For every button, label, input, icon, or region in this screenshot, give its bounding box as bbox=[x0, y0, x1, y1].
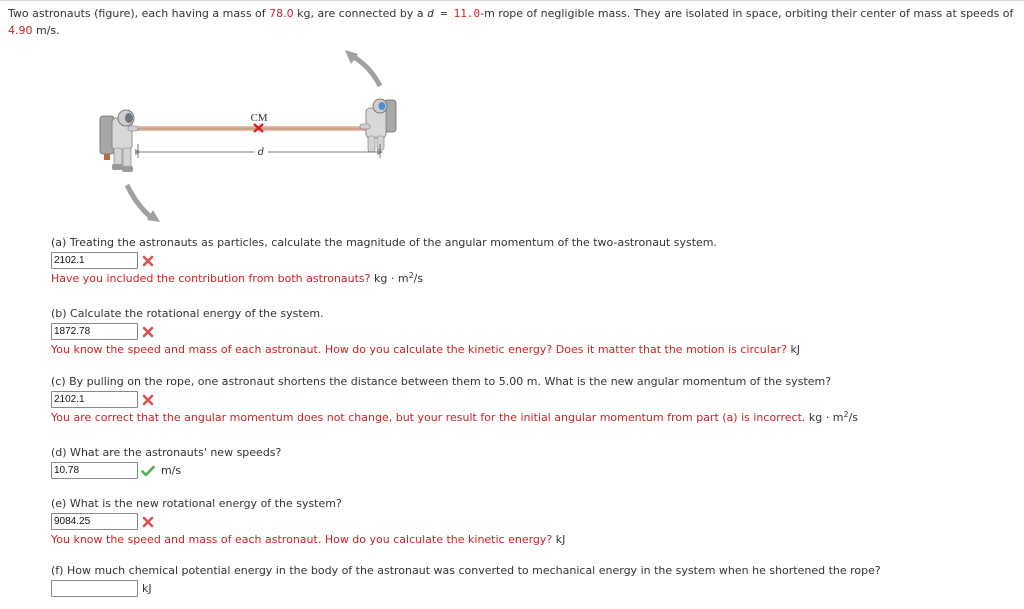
answer-d-unit: m/s bbox=[161, 464, 182, 477]
d-variable: d bbox=[427, 7, 434, 20]
feedback-a-unit-tail: /s bbox=[413, 272, 424, 285]
answer-e-input[interactable]: 9084.25 bbox=[51, 513, 138, 530]
intro-text-4: -m rope of negligible mass. They are isolated in space, orbiting their center of mass at speeds of bbox=[480, 7, 1014, 20]
feedback-c-unit-exp: 2 bbox=[843, 410, 849, 419]
incorrect-icon bbox=[139, 253, 157, 268]
rope-length-value: 11.0 bbox=[453, 7, 481, 20]
answer-c-input[interactable]: 2102.1 bbox=[51, 391, 138, 408]
feedback-e-text: You know the speed and mass of each astronaut. How do you calculate the kinetic energy? bbox=[51, 533, 553, 546]
feedback-a-text: Have you included the contribution from both astronauts? bbox=[51, 272, 371, 285]
question-e bbox=[51, 497, 1011, 547]
rotation-arrow-bottom bbox=[127, 185, 152, 218]
mass-value: 78.0 bbox=[269, 7, 294, 20]
intro-text-3: = bbox=[433, 7, 454, 20]
astronaut-figure bbox=[90, 48, 410, 223]
answer-d-input[interactable]: 10.78 bbox=[51, 462, 138, 479]
cm-label: CM bbox=[250, 112, 268, 124]
top-border bbox=[0, 0, 1024, 1]
intro-text-2: kg, are connected by a bbox=[293, 7, 428, 20]
astronaut-left bbox=[100, 110, 138, 172]
question-d bbox=[51, 446, 1011, 479]
problem-statement bbox=[8, 5, 1016, 39]
question-f-prompt: (f) How much chemical potential energy in the body of the astronaut was converted to mechanical energy in the system when he shortened the rope? bbox=[51, 564, 881, 577]
incorrect-icon bbox=[139, 392, 157, 407]
question-c-prompt: (c) By pulling on the rope, one astronaut shortens the distance between them to 5.00 m. What is the new angular momentum of the system? bbox=[51, 375, 832, 388]
feedback-e-unit: kJ bbox=[555, 533, 566, 546]
incorrect-icon bbox=[139, 514, 157, 529]
question-c bbox=[51, 375, 1011, 425]
feedback-a-unit: kg · m bbox=[374, 272, 409, 285]
rotation-arrow-top bbox=[352, 56, 380, 86]
answer-a-input[interactable]: 2102.1 bbox=[51, 252, 138, 269]
answer-f-input[interactable] bbox=[51, 580, 138, 597]
d-label: d bbox=[257, 147, 265, 158]
feedback-c-unit: kg · m bbox=[808, 411, 844, 424]
feedback-e bbox=[51, 532, 1011, 547]
intro-text-5: m/s. bbox=[32, 24, 60, 37]
question-a-prompt: (a) Treating the astronauts as particles, calculate the magnitude of the angular momentum of the two-astronaut system. bbox=[51, 236, 718, 249]
question-e-prompt: (e) What is the new rotational energy of the system? bbox=[51, 497, 342, 510]
feedback-c bbox=[51, 410, 1011, 425]
feedback-b bbox=[51, 342, 1011, 357]
astronaut-right bbox=[360, 99, 396, 152]
question-b bbox=[51, 307, 1011, 357]
feedback-a bbox=[51, 271, 1011, 286]
question-d-prompt: (d) What are the astronauts' new speeds? bbox=[51, 446, 282, 459]
feedback-b-unit: kJ bbox=[790, 343, 801, 356]
question-a bbox=[51, 236, 1011, 286]
feedback-c-unit-tail: /s bbox=[848, 411, 859, 424]
answer-b-input[interactable]: 1872.78 bbox=[51, 323, 138, 340]
correct-check-icon bbox=[139, 463, 157, 478]
feedback-b-text: You know the speed and mass of each astronaut. How do you calculate the kinetic energy? Does it matter that the motion is circular? bbox=[51, 343, 787, 356]
feedback-c-text: You are correct that the angular momentum does not change, but your result for the initial angular momentum from part (a) is incorrect. bbox=[51, 411, 806, 424]
question-f bbox=[51, 564, 1011, 597]
speed-value: 4.90 bbox=[8, 24, 33, 37]
question-b-prompt: (b) Calculate the rotational energy of the system. bbox=[51, 307, 324, 320]
feedback-a-unit-exp: 2 bbox=[408, 271, 414, 280]
incorrect-icon bbox=[139, 324, 157, 339]
answer-f-unit: kJ bbox=[142, 582, 152, 595]
intro-text-1: Two astronauts (figure), each having a mass of bbox=[8, 7, 270, 20]
